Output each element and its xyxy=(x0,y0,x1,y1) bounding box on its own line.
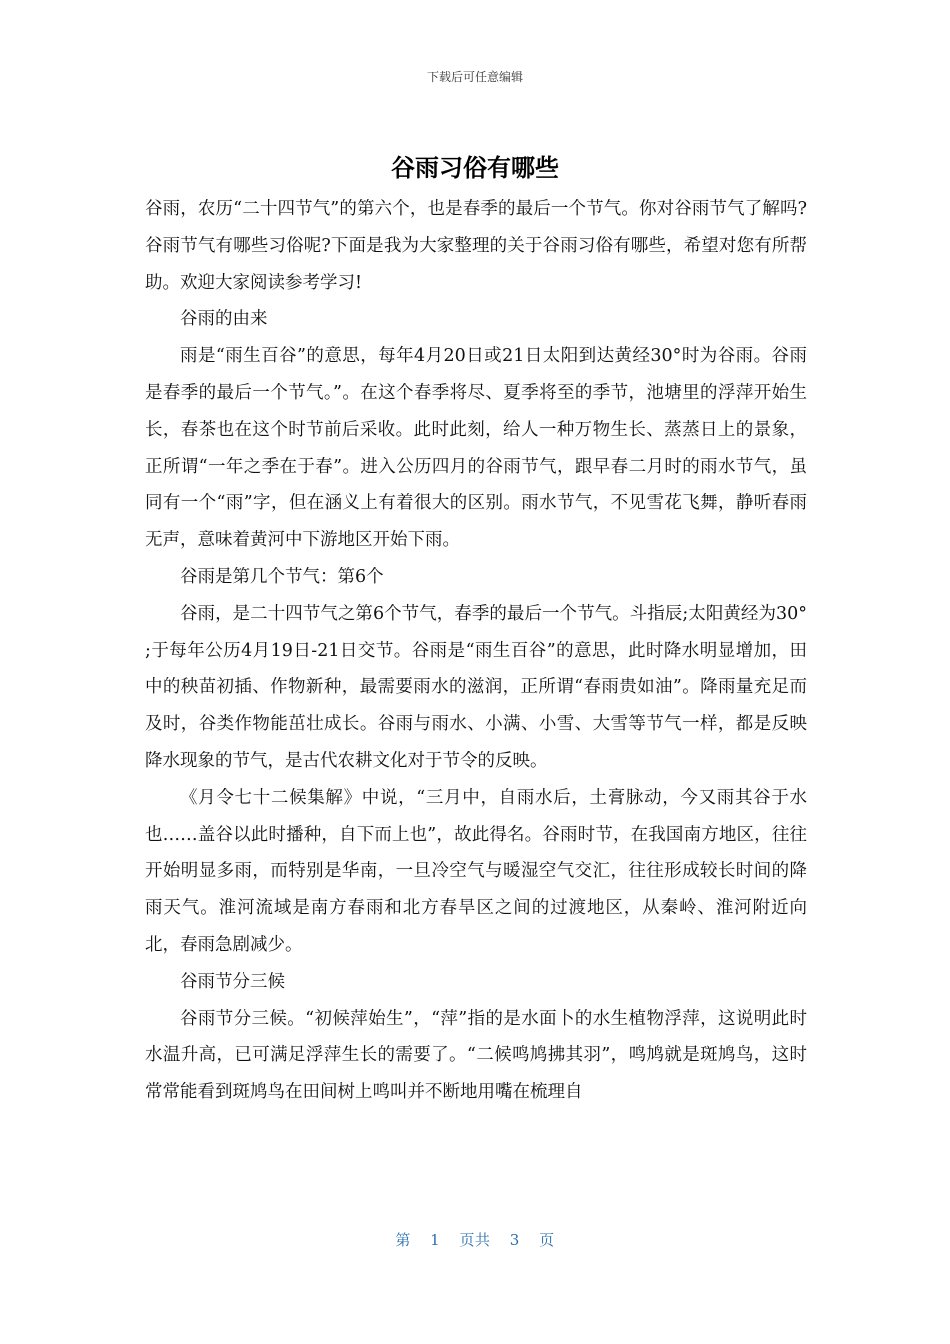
document-body xyxy=(145,191,807,1111)
footer-label-of: 页共 xyxy=(459,1231,491,1249)
paragraph-intro: 谷雨，农历“二十四节气”的第六个，也是春季的最后一个节气。你对谷雨节气了解吗?谷雨节气有哪些习俗呢?下面是我为大家整理的关于谷雨习俗有哪些，希望对您有所帮助。欢迎大家阅读参考学习! xyxy=(145,199,807,293)
footer-label-end: 页 xyxy=(539,1231,555,1249)
document-title: 谷雨习俗有哪些 xyxy=(391,154,559,182)
paragraph-order: 谷雨，是二十四节气之第6个节气，春季的最后一个节气。斗指辰;太阳黄经为30° ;于每年公历4月19日-21日交节。谷雨是“雨生百谷”的意思，此时降水明显增加，田中的秧苗初插、作物新种，最需要雨水的滋润，正所谓“春雨贵如油”。降雨量充足而及时，谷类作物能茁壮成长。谷雨与雨水、小满、小雪、大雪等节气一样，都是反映降水现象的节气，是古代农耕文化对于节令的反映。 xyxy=(145,603,807,771)
paragraph-origin: 雨是“雨生百谷”的意思，每年4月20日或21日太阳到达黄经30°时为谷雨。谷雨是春季的最后一个节气。”。在这个春季将尽、夏季将至的季节，池塘里的浮萍开始生长，春茶也在这个时节前后采收。此时此刻，给人一种万物生长、蒸蒸日上的景象，正所谓“一年之季在于春”。进入公历四月的谷雨节气，跟早春二月时的雨水节气，虽同有一个“雨”字，但在涵义上有着很大的区别。雨水节气，不见雪花飞舞，静听春雨无声，意味着黄河中下游地区开始下雨。 xyxy=(145,346,807,551)
section-heading-three-phases: 谷雨节分三候 xyxy=(180,971,285,992)
paragraph-quote: 《月令七十二候集解》中说，“三月中，自雨水后，土膏脉动，今又雨其谷于水也……盖谷以此时播种，自下而上也”，故此得名。谷雨时节，在我国南方地区，往往开始明显多雨，而特别是华南，一旦冷空气与暖湿空气交汇，往往形成较长时间的降雨天气。淮河流域是南方春雨和北方春旱区之间的过渡地区，从秦岭、淮河附近向北，春雨急剧减少。 xyxy=(145,787,807,955)
section-heading-order: 谷雨是第几个节气：第6个 xyxy=(180,566,384,587)
footer-current-page: 1 xyxy=(430,1231,441,1249)
page-footer xyxy=(0,1229,950,1250)
section-heading-origin: 谷雨的由来 xyxy=(180,309,268,330)
footer-total-pages: 3 xyxy=(509,1231,520,1249)
page-header-note: 下载后可任意编辑 xyxy=(426,70,523,84)
footer-label-page: 第 xyxy=(395,1231,411,1249)
paragraph-three-phases: 谷雨节分三候。“初候萍始生”，“萍”指的是水面卜的水生植物浮萍，这说明此时水温升高，已可满足浮萍生长的需要了。“二候鸣鸠拂其羽”，鸣鸠就是斑鸠鸟，这时常常能看到斑鸠鸟在田间树上鸣叫并不断地用嘴在梳理自 xyxy=(145,1008,807,1103)
